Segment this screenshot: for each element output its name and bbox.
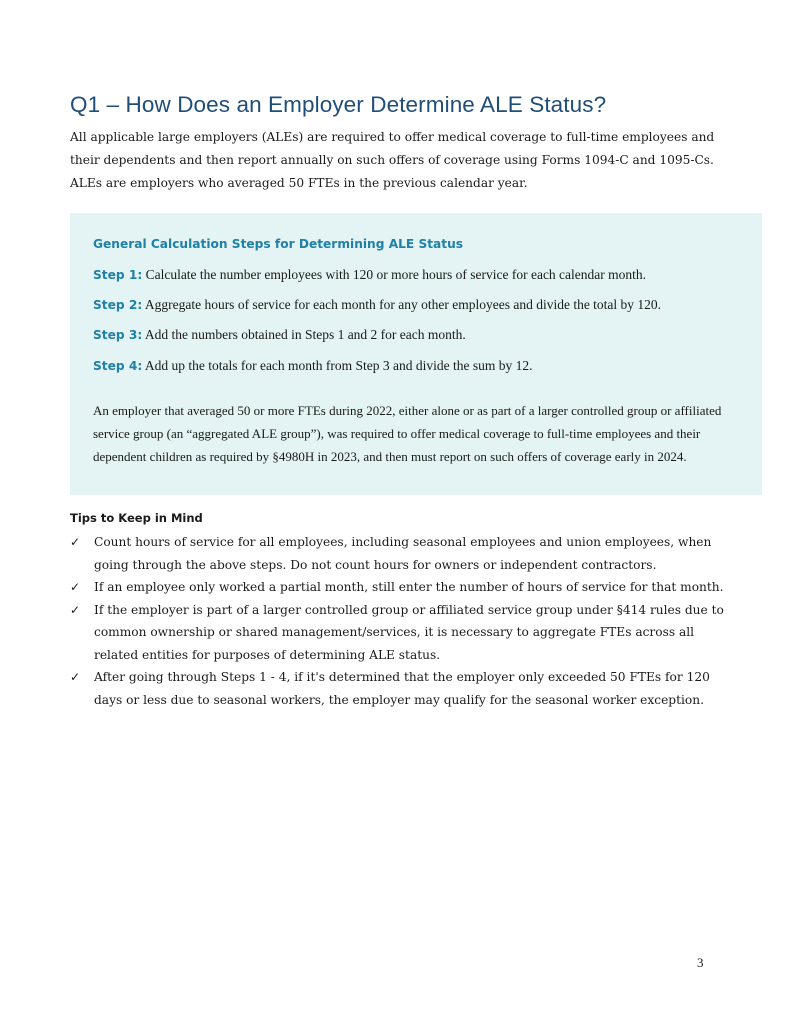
tip-item (70, 576, 740, 599)
step-2 (93, 297, 661, 313)
step-4 (93, 358, 533, 374)
step-3 (93, 327, 466, 343)
step-1-text: Calculate the number employees with 120 or more hours of service for each calendar month. (145, 267, 647, 282)
tip-text: After going through Steps 1 - 4, if it's determined that the employer only exceeded 50 FTEs for 120 days or less due to seasonal workers, the employer may qualify for the seasonal worker exception. (94, 670, 710, 707)
callout-title: General Calculation Steps for Determining ALE Status (93, 237, 464, 251)
step-3-text: Add the numbers obtained in Steps 1 and 2 for each month. (144, 327, 466, 342)
tip-item (70, 531, 740, 576)
checkmark-icon: ✓ (70, 670, 81, 684)
step-4-text: Add up the totals for each month from Step 3 and divide the sum by 12. (144, 358, 533, 373)
step-1-label: Step 1: (93, 268, 143, 282)
step-2-label: Step 2: (93, 298, 143, 312)
checkmark-icon: ✓ (70, 580, 81, 594)
callout-note: An employer that averaged 50 or more FTEs during 2022, either alone or as part of a larger controlled group or affiliated service group (an “aggregated ALE group”), was required to offer medical coverage to full-time employees and their dependent children as required by §4980H in 2023, and then must report on such offers of coverage early in 2024. (93, 403, 722, 464)
calculation-steps-callout (70, 213, 762, 495)
tip-item (70, 599, 740, 667)
tip-text: Count hours of service for all employees, including seasonal employees and union employees, when going through the above steps. Do not count hours for owners or independent contractors. (94, 535, 712, 572)
step-2-text: Aggregate hours of service for each month for any other employees and divide the total by 120. (144, 297, 662, 312)
intro-paragraph: All applicable large employers (ALEs) are required to offer medical coverage to full-time employees and their dependents and then report annually on such offers of coverage using Forms 1094-C and 1095-Cs. ALEs are employers who averaged 50 FTEs in the previous calendar year. (70, 130, 715, 190)
step-1 (93, 267, 646, 283)
tip-item (70, 666, 740, 711)
tips-list (70, 531, 740, 711)
page-number: 3 (697, 955, 704, 970)
checkmark-icon: ✓ (70, 535, 81, 549)
step-3-label: Step 3: (93, 328, 143, 342)
tip-text: If the employer is part of a larger controlled group or affiliated service group under §414 rules due to common ownership or shared management/services, it is necessary to aggregate FTEs across all related entities for purposes of determining ALE status. (94, 602, 724, 662)
page-heading: Q1 – How Does an Employer Determine ALE Status? (70, 92, 607, 117)
checkmark-icon: ✓ (70, 602, 81, 617)
step-4-label: Step 4: (93, 359, 143, 373)
tips-heading: Tips to Keep in Mind (70, 511, 203, 525)
tip-text: If an employee only worked a partial month, still enter the number of hours of service for that month. (94, 580, 724, 594)
